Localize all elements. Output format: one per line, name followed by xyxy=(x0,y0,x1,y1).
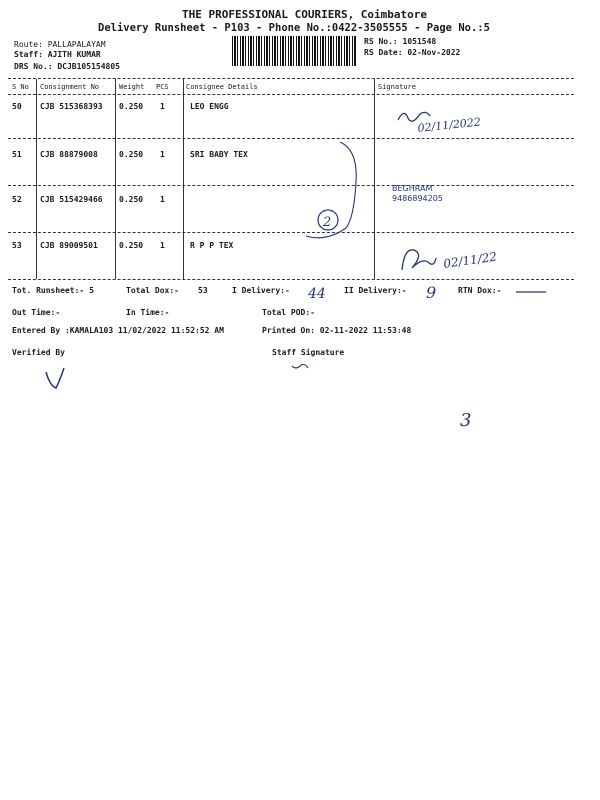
page-mark: 3 xyxy=(460,410,472,431)
signature-scribble-50 xyxy=(398,112,430,121)
total-pod: Total POD:- xyxy=(262,308,315,317)
signature-scribble-53 xyxy=(402,250,436,270)
verified-by: Verified By xyxy=(12,348,65,357)
row-consignment: CJB 89009501 xyxy=(40,241,98,250)
in-time: In Time:- xyxy=(126,308,170,317)
col-pcs: PCS xyxy=(156,83,169,91)
row-consignee: LEO ENGG xyxy=(190,102,229,111)
row-weight: 0.250 xyxy=(119,241,144,250)
col-weight: Weight xyxy=(119,83,145,91)
rtn-dox-label: RTN Dox:- xyxy=(458,286,502,295)
staff-signature-scribble xyxy=(292,364,308,368)
col-sno: S No xyxy=(12,83,29,91)
row-pcs: 1 xyxy=(160,241,165,250)
row-consignment: CJB 515429466 xyxy=(40,195,103,204)
out-time: Out Time:- xyxy=(12,308,61,317)
row-weight: 0.250 xyxy=(119,150,144,159)
handwritten-date-50: 02/11/2022 xyxy=(416,115,482,135)
row-consignment: CJB 88879008 xyxy=(40,150,98,159)
row-consignee: R P P TEX xyxy=(190,241,234,250)
total-dox-label: Total Dox:- xyxy=(126,286,179,295)
tot-runsheet: Tot. Runsheet:- 5 xyxy=(12,286,94,295)
row-sno: 50 xyxy=(12,102,22,111)
handwritten-name-52: BEGHRAM xyxy=(392,184,433,193)
row-pcs: 1 xyxy=(160,102,165,111)
row-sno: 51 xyxy=(12,150,22,159)
row-sno: 53 xyxy=(12,241,22,250)
entered-by: Entered By :KAMALA103 11/02/2022 11:52:52 AM xyxy=(12,326,224,335)
row-consignee: SRI BABY TEX xyxy=(190,150,248,159)
circled-number-text: 2 xyxy=(323,215,332,230)
row-sno: 52 xyxy=(12,195,22,204)
i-delivery-count: 44 xyxy=(308,286,326,302)
row-weight: 0.250 xyxy=(119,195,144,204)
verified-signature xyxy=(46,368,64,388)
total-dox-value: 53 xyxy=(198,286,208,295)
row-weight: 0.250 xyxy=(119,102,144,111)
route-label: Route: PALLAPALAYAM xyxy=(14,40,106,49)
handwritten-phone-52: 9486894205 xyxy=(392,194,443,203)
rs-date: RS Date: 02-Nov-2022 xyxy=(364,48,461,57)
staff-signature-label: Staff Signature xyxy=(272,348,345,357)
row-pcs: 1 xyxy=(160,195,165,204)
drs-number: DRS No.: DCJB105154805 xyxy=(14,62,120,71)
ii-delivery-count: 9 xyxy=(426,283,437,302)
handwritten-date-53: 02/11/22 xyxy=(442,249,498,271)
row-consignment: CJB 515368393 xyxy=(40,102,103,111)
row-pcs: 1 xyxy=(160,150,165,159)
ii-delivery-label: II Delivery:- xyxy=(344,286,407,295)
col-consignment: Consignment No xyxy=(40,83,100,91)
col-signature: Signature xyxy=(378,83,416,91)
company-title: THE PROFESSIONAL COURIERS, Coimbatore xyxy=(182,8,428,21)
col-consignee: Consignee Details xyxy=(186,83,258,91)
rs-number: RS No.: 1051548 xyxy=(364,37,437,46)
i-delivery-label: I Delivery:- xyxy=(232,286,290,295)
printed-on: Printed On: 02-11-2022 11:53:48 xyxy=(262,326,412,335)
runsheet-title: Delivery Runsheet - P103 - Phone No.:0422-3505555 - Page No.:5 xyxy=(98,22,490,34)
staff-label: Staff: AJITH KUMAR xyxy=(14,50,101,59)
